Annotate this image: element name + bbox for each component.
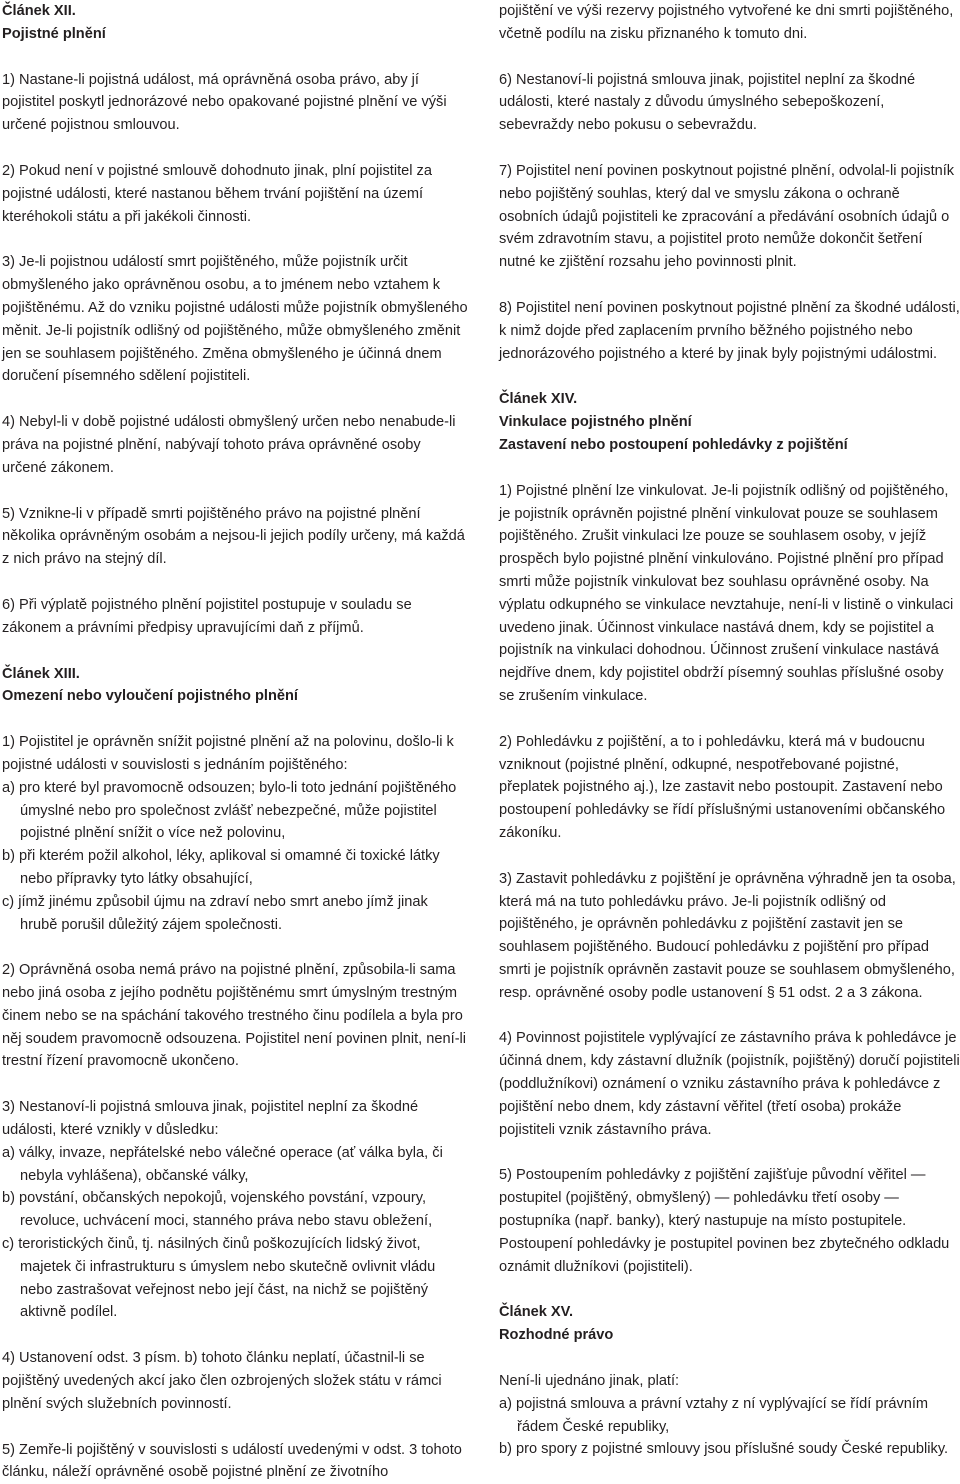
article-14-paragraph-5: 5) Postoupením pohledávky z pojištění zajišťuje původní věřitel — postupitel (pojištěný, obmyšlený) — pohledávku třetí osoby — postupníka (např. banky), který nastupuje na místo postupitele. Postoupení pohledávky je postupitel povinen bez zbytečného odkladu oznámit dlužníkovi (pojistiteli). <box>499 1167 950 1275</box>
article-13-paragraph-6: 6) Nestanoví-li pojistná smlouva jinak, pojistitel neplní za škodné události, které nastaly z důvodu úmyslného sebepoškození, sebevraždy nebo pokusu o sebevraždu. <box>499 71 916 134</box>
list-item: b) pro spory z pojistné smlouvy jsou příslušné soudy České republiky. <box>499 1441 949 1458</box>
article-14-paragraph-3: 3) Zastavit pohledávku z pojištění je oprávněna výhradně jen ta osoba, která má na tuto pohledávku právo. Je-li pojistník odlišný od pojištěného, je oprávněn pohledávku z pojištění zastavit jen se souhlasem pojištěného. Budoucí pohledávku z pojištění pro případ smrti je pojistník oprávněn zastavit pouze se souhlasem obmyšleného, resp. oprávněné osoby podle ustanovení § 51 odst. 2 a 3 zákona. <box>499 870 956 1001</box>
list-item: c) teroristických činů, tj. násilných činů poškozujících lidský život, majetek či infrastrukturu s úmyslem nebo skutečně ovlivnit vládu nebo zastrašovat veřejnost nebo její část, na nichž se pojištěný aktivně podílel. <box>2 1236 436 1321</box>
article-12-paragraph-2: 2) Pokud není v pojistné smlouvě dohodnuto jinak, plní pojistitel za pojistné události, které nastanou během trvání pojištění na území kteréhokoli státu a při jakékoli činnosti. <box>2 162 432 225</box>
article-13-paragraph-8: 8) Pojistitel není povinen poskytnout pojistné plnění za škodné události, k nimž dojde před zaplacením prvního běžného pojistného nebo jednorázového pojistného a které by jinak byly pojistnými událostmi. <box>499 299 960 362</box>
article-12-paragraph-3: 3) Je-li pojistnou událostí smrt pojištěného, může pojistník určit obmyšleného jako oprávněnou osobu, a to jménem nebo vztahem k pojištěnému. Až do vzniku pojistné události může pojistník obmyšleného měnit. Je-li pojistník odlišný od pojištěného, může obmyšleného změnit jen se souhlasem pojištěného. Změna obmyšleného je účinná dnem doručení písemného sdělení pojistiteli. <box>2 254 468 385</box>
article-13-paragraph-5-continued: pojištění ve výši rezervy pojistného vytvořené ke dni smrti pojištěného, včetně podílu na zisku přiznaného k tomuto dni. <box>499 3 954 42</box>
list-item: a) pro které byl pravomocně odsouzen; bylo-li toto jednání pojištěného úmyslné nebo pro společnost zvlášť nebezpečné, může pojistitel pojistné plnění snížit o více než polovinu, <box>2 779 457 842</box>
article-13-paragraph-3: 3) Nestanoví-li pojistná smlouva jinak, pojistitel neplní za škodné události, které vznikly v důsledku: <box>2 1099 419 1139</box>
article-15-subtitle: Rozhodné právo <box>499 1327 614 1344</box>
article-15-intro: Není-li ujednáno jinak, platí: <box>499 1373 680 1390</box>
article-14-paragraph-1: 1) Pojistné plnění lze vinkulovat. Je-li pojistník odlišný od pojištěného, je pojistník oprávněn pojistné plnění vinkulovat pouze se souhlasem pojištěného. Zrušit vinkulaci lze pouze se souhlasem osoby, v jejíž prospěch bylo pojistné plnění vinkulováno. Pojistné plnění pro případ smrti může pojistník vinkulovat bez souhlasu oprávněné osoby. Na výplatu odkupného se vinkulace nevztahuje, není-li v listině o vinkulaci uvedeno jinak. Účinnost vinkulace nastává dnem, kdy se pojistitel a pojistník na vinkulaci dohodnou. Účinnost zrušení vinkulace nastává nejdříve dnem, kdy pojistitel obdrží písemný souhlas příslušné osoby se zrušením vinkulace. <box>499 482 954 704</box>
article-13-title: Článek XIII. <box>2 665 80 682</box>
list-item: b) povstání, občanských nepokojů, vojenského povstání, vzpoury, revoluce, uchvácení moci, stanného práva nebo stavu obležení, <box>2 1190 433 1230</box>
article-12-paragraph-5: 5) Vznikne-li v případě smrti pojištěného právo na pojistné plnění několika oprávněným osobám a nejsou-li jejich podíly určeny, má každá z nich právo na stejný díl. <box>2 505 465 568</box>
article-15-title: Článek XV. <box>499 1304 574 1321</box>
article-14-paragraph-2: 2) Pohledávku z pojištění, a to i pohledávku, která má v budoucnu vzniknout (pojistné plnění, odkupné, nespotřebované pojistné, přeplatek pojistného aj.), lze zastavit nebo postoupit. Zastavení nebo postoupení pohledávky se řídí příslušnými ustanoveními občanského zákoníku. <box>499 733 946 841</box>
article-13-paragraph-7: 7) Pojistitel není povinen poskytnout pojistné plnění, odvolal-li pojistník nebo pojištěný souhlas, který dal ve smyslu zákona o ochraně osobních údajů pojistiteli ke zpracování a předávání osobních údajů o svém zdravotním stavu, a pojistitel proto nemůže dokončit šetření nutné ke zjištění rozsahu jeho povinnosti plnit. <box>499 162 955 271</box>
article-13-subtitle: Omezení nebo vyloučení pojistného plnění <box>2 688 298 705</box>
article-13-paragraph-2: 2) Oprávněná osoba nemá právo na pojistné plnění, způsobila-li sama nebo jiná osoba z jejího podnětu pojištěnému smrt úmyslným trestným činem nebo se na spáchání takového trestného činu podílela a byla pro něj soudem pravomocně odsouzena. Pojistitel není povinen plnit, není-li trestní řízení pravomocně ukončeno. <box>2 962 467 1070</box>
article-12-title: Článek XII. <box>2 3 76 19</box>
article-12-paragraph-6: 6) Při výplatě pojistného plnění pojistitel postupuje v souladu se zákonem a právními předpisy upravujícími daň z příjmů. <box>2 596 412 636</box>
article-13-paragraph-1: 1) Pojistitel je oprávněn snížit pojistné plnění až na polovinu, došlo-li k pojistné události v souvislosti s jednáním pojištěného: <box>2 734 454 773</box>
article-14-subtitle-2: Zastavení nebo postoupení pohledávky z pojištění <box>499 436 848 453</box>
list-item: c) jímž jinému způsobil újmu na zdraví nebo smrt anebo jímž jinak hrubě porušil důležitý zájem společnosti. <box>2 893 428 933</box>
right-column <box>499 0 960 1461</box>
list-item: a) války, invaze, nepřátelské nebo válečné operace (ať válka byla, či nebyla vyhlášena), občanské války, <box>2 1144 443 1184</box>
article-12-subtitle: Pojistné plnění <box>2 25 106 42</box>
article-13-paragraph-5: 5) Zemře-li pojištěný v souvislosti s událostí uvedenými v odst. 3 tohoto článku, náleží oprávněné osobě pojistné plnění ze životního <box>2 1441 462 1481</box>
list-item: a) pojistná smlouva a právní vztahy z ní vyplývající se řídí právním řádem České republiky, <box>499 1395 929 1435</box>
article-14-title: Článek XIV. <box>499 391 578 408</box>
article-13-paragraph-4: 4) Ustanovení odst. 3 písm. b) tohoto článku neplatí, účastnil-li se pojištěný uvedených akcí jako člen ozbrojených složek státu v rámci plnění svých služebních povinností. <box>2 1350 442 1412</box>
article-12-paragraph-4: 4) Nebyl-li v době pojistné události obmyšlený určen nebo nenabude-li práva na pojistné plnění, nabývají tohoto práva oprávněné osoby určené zákonem. <box>2 414 456 476</box>
article-14-paragraph-4: 4) Povinnost pojistitele vyplývající ze zástavního práva k pohledávce je účinná dnem, kdy zástavní dlužník (pojistník, pojištěný) doručí pojistiteli (poddlužníkovi) oznámení o vzniku zástavního práva k pohledávce z pojištění nebo dnem, kdy zástavní věřitel (třetí osoba) prokáže pojistiteli vznik zástavního práva. <box>499 1030 960 1138</box>
article-12-paragraph-1: 1) Nastane-li pojistná událost, má oprávněná osoba právo, aby jí pojistitel poskytl jednorázové nebo opakované pojistné plnění ve výši určené pojistnou smlouvou. <box>2 71 447 134</box>
list-item: b) při kterém požil alkohol, léky, aplikoval si omamné či toxické látky nebo přípravky tyto látky obsahující, <box>2 848 440 887</box>
article-14-subtitle-1: Vinkulace pojistného plnění <box>499 414 692 431</box>
left-column <box>2 0 468 1484</box>
